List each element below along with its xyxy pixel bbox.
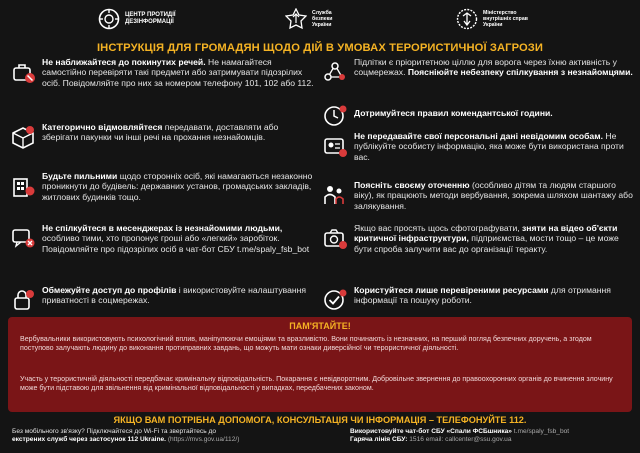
cpd-emblem-icon — [98, 8, 120, 30]
verified-icon — [322, 287, 348, 313]
social-network-icon — [322, 59, 348, 85]
cpd-logo-text: ЦЕНТР ПРОТИДІЇ ДЕЗІНФОРМАЦІЇ — [125, 12, 176, 25]
list-item — [322, 57, 634, 85]
item-text: Будьте пильними щодо сторонніх осіб, які намагаються незаконно проникнути до будівель: державних установ, громадських закладів, житлових будинків тощо. — [42, 171, 313, 202]
list-item — [10, 171, 315, 202]
mvs-emblem-icon — [456, 8, 478, 30]
item-text: Поясніть своєму оточенню (особливо дітям та людям старшого віку), як працюють методи вербування, зокрема шляхом шантажу або залякування. — [354, 180, 633, 211]
list-item — [322, 180, 634, 211]
footer-left: Без мобільного зв'язку? Підключайтеся до Wi-Fi та звертайтесь до екстрених служб через застосунок 112 Ukraine. (https://mvs.gov.ua/112/) — [12, 428, 240, 443]
family-icon — [322, 182, 348, 208]
item-text: Підлітки є пріоритетною ціллю для ворога через їхню активність у соцмережах. Поясніюйте небезпеку спілкування з незнайомцями. — [354, 57, 633, 78]
abandoned-bag-icon — [10, 59, 36, 85]
list-item — [10, 223, 315, 254]
hotline-contacts: 1516 email: callcenter@ssu.gov.ua — [407, 436, 512, 443]
footer-right: Використовуйте чат-бот СБУ «Спали ФСБшника» t.me/spaly_fsb_bot Гаряча лінія СБУ: 1516 email: callcenter@ssu.gov.ua — [350, 428, 570, 443]
item-text: Категорично відмовляйтеся передавати, доставляти або зберігати пакунки чи інші речі на прохання незнайомців. — [42, 122, 279, 143]
remember-paragraph-1: Вербувальники використовують психологічний вплив, маніпулюючи емоціями та вразливістю. Вони починають із незначних, на перший погляд безпечних доручень, а згодом поступово залучають людину до виконання протиправних завдань, що можуть мати ознаки диверсійної чи терористичної діяльності. — [20, 335, 592, 352]
list-item — [10, 122, 315, 150]
item-text: Не спілкуйтеся в месенджерах із незнайомими людьми, особливо тими, хто пропонує гроші або «легкий» заробіток. Повідомляйте про підозрілих осіб в чат-бот СБУ t.me/spaly_fsb_bot — [42, 223, 310, 254]
ssu-logo-text: Служба безпеки України — [312, 10, 333, 28]
page-title: ІНСТРУКЦІЯ ДЛЯ ГРОМАДЯН ЩОДО ДІЙ В УМОВАХ ТЕРОРИСТИЧНОЇ ЗАГРОЗИ — [96, 42, 544, 54]
mvs-112-link[interactable]: (https://mvs.gov.ua/112/) — [165, 436, 240, 443]
ssu-emblem-icon — [285, 8, 307, 30]
item-text: Не передавайте свої персональні дані невідомим особам. Не публікуйте особисту інформацію, яка може бути використана проти вас. — [354, 131, 624, 162]
list-item — [322, 285, 634, 313]
header-logos — [0, 8, 640, 38]
cpd-logo — [98, 8, 176, 30]
list-item — [10, 285, 315, 313]
lock-icon — [10, 287, 36, 313]
package-icon — [10, 124, 36, 150]
clock-icon — [322, 103, 348, 129]
item-text: Користуйтеся лише перевіреними ресурсами для отримання інформації та пошуку роботи. — [354, 285, 611, 306]
chat-bot-link[interactable]: t.me/spaly_fsb_bot — [511, 428, 570, 435]
mvs-logo — [456, 8, 528, 30]
list-item — [322, 101, 634, 129]
remember-paragraph-2: Участь у терористичній діяльності передбачає кримінальну відповідальність. Покарання є невідворотним. Добровільне звернення до правоохоронних органів до вчинення злочину може бути підставою для звільнення від кримінальної відповідальності у випадках, передбачених законом. — [20, 375, 613, 392]
list-item — [322, 223, 634, 254]
item-text: Дотримуйтеся правил комендантської години. — [354, 108, 553, 118]
list-item — [10, 57, 315, 88]
camera-icon — [322, 225, 348, 251]
ssu-logo — [285, 8, 332, 30]
item-text: Якщо вас просять щось сфотографувати, зняти на відео об'єкти критичної інфраструктури, підприємства, мости тощо – це може бути спроба залучити вас до організації теракту. — [354, 223, 619, 254]
remember-box — [8, 317, 632, 412]
building-icon — [10, 173, 36, 199]
item-text: Обмежуйте доступ до профілів і використовуйте налаштування приватності в соцмережах. — [42, 285, 307, 306]
help-line: ЯКЩО ВАМ ПОТРІБНА ДОПОМОГА, КОНСУЛЬТАЦІЯ ЧИ ІНФОРМАЦІЯ – ТЕЛЕФОНУЙТЕ 112. — [113, 415, 527, 425]
remember-title: ПАМ'ЯТАЙТЕ! — [289, 321, 351, 331]
personal-data-icon — [322, 133, 348, 159]
mvs-logo-text: Міністерство внутрішніх справ України — [483, 10, 528, 28]
item-text: Не наближайтеся до покинутих речей. Не намагайтеся самостійно перевіряти такі предмети або затримувати підозрілих осіб. Повідомляйте про них за номером телефону 101, 102 або 112. — [42, 57, 314, 88]
messenger-icon — [10, 225, 36, 251]
list-item — [322, 131, 634, 162]
